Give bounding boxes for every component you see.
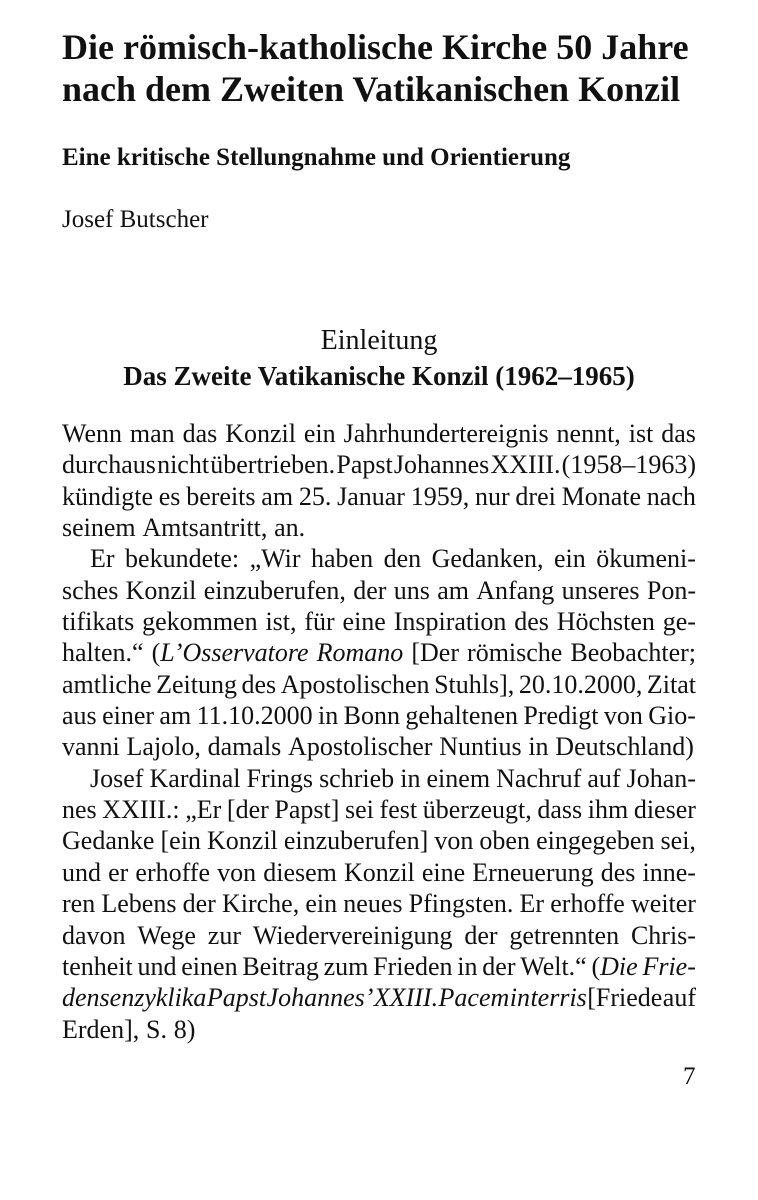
word: S.	[146, 1014, 167, 1044]
word: der	[482, 951, 516, 981]
word: Wege	[137, 920, 196, 950]
word: [ein	[160, 826, 201, 856]
word: ökumeni-	[596, 544, 696, 574]
word: von	[217, 857, 257, 887]
word: Wiedervereinigung	[252, 920, 453, 950]
word: ihm	[587, 795, 629, 825]
text-line	[62, 1014, 696, 1045]
word: das	[182, 419, 218, 448]
word: Gio-	[648, 701, 696, 731]
word: übertrieben.	[210, 450, 336, 480]
word: Beitrag	[242, 951, 319, 981]
word: Kardinal	[149, 763, 241, 793]
text-line	[62, 543, 696, 574]
word: er	[108, 857, 129, 887]
word: „Wir	[249, 544, 301, 574]
word: weiter	[631, 889, 696, 919]
word	[530, 982, 586, 1013]
word: Konzil	[125, 575, 197, 605]
italic-word: in	[509, 983, 530, 1013]
word: zur	[207, 920, 241, 950]
word: auf	[587, 763, 621, 793]
italic-word: Johannes’	[266, 983, 374, 1013]
word: uns	[393, 575, 430, 605]
word: in	[400, 763, 421, 793]
text-line	[62, 481, 696, 512]
word: vanni	[62, 732, 120, 762]
word: Papst	[336, 450, 393, 480]
word: ren	[62, 889, 96, 919]
word: dass	[537, 795, 583, 825]
text-line	[62, 763, 696, 794]
word: Höchsten	[556, 607, 655, 637]
italic-word: Frie-	[642, 951, 696, 981]
word: Zitat	[646, 669, 696, 699]
paren: (	[151, 638, 161, 668]
text-line	[62, 982, 696, 1013]
word: haben	[311, 544, 374, 574]
word: [der	[226, 795, 269, 825]
word: inne-	[642, 857, 696, 887]
word: sei,	[660, 826, 696, 856]
word: Predigt	[523, 701, 599, 731]
word: gehaltenen	[405, 701, 518, 731]
word: zum	[323, 951, 369, 981]
word: amtliche	[62, 669, 152, 699]
italic-word: Romano	[316, 638, 404, 668]
word: ge-	[662, 607, 696, 637]
italic-word: L’Osservatore	[160, 638, 309, 668]
word: getrennten	[509, 920, 620, 950]
word: kündigte	[62, 481, 153, 511]
word: in	[528, 732, 549, 762]
text-line	[62, 794, 696, 825]
word: in	[457, 951, 478, 981]
word: Konzil	[344, 857, 415, 887]
word: Johan-	[626, 763, 696, 793]
text-line	[62, 920, 696, 951]
word: seinem	[62, 513, 136, 543]
word: schrieb	[319, 763, 395, 793]
author-name: Josef Butscher	[62, 206, 209, 233]
italic-word: Pacem	[438, 983, 510, 1013]
word: [Friede	[587, 983, 663, 1013]
word: 20.10.2000,	[518, 669, 643, 699]
italic-word: Papst	[206, 983, 267, 1013]
word: bereits	[186, 481, 256, 511]
text-line	[62, 857, 696, 888]
text-line	[62, 669, 696, 700]
word: der	[182, 889, 216, 919]
word: Anfang	[476, 575, 555, 605]
word: Inspiration	[393, 607, 507, 637]
word: das	[661, 419, 696, 448]
word: Konzil	[225, 419, 296, 448]
word: für	[304, 607, 335, 637]
title-line: nach dem Zweiten Vatikanischen Konzil	[62, 69, 681, 109]
word: römische	[467, 638, 563, 668]
word: oben	[479, 826, 530, 856]
word: nes	[62, 795, 97, 825]
word: Frings	[246, 763, 313, 793]
word	[591, 951, 637, 982]
word: sei	[345, 795, 374, 825]
word: eine	[342, 607, 386, 637]
word: einzuberufen,	[203, 575, 346, 605]
word: Zeitung	[156, 669, 237, 699]
text-line	[62, 606, 696, 637]
word: einen	[181, 951, 238, 981]
word: durchaus	[62, 450, 156, 480]
italic-word: XXIII.	[373, 983, 439, 1013]
word: Er	[519, 889, 545, 919]
italic-word: Die	[600, 951, 638, 981]
word: Josef	[90, 763, 144, 793]
word: tifikats	[62, 607, 135, 637]
body-text	[62, 418, 696, 1045]
word: an.	[274, 513, 306, 543]
word: Deutschland)	[555, 732, 694, 762]
text-line	[62, 449, 696, 480]
word: Gedanke	[62, 826, 155, 856]
word: ist,	[265, 607, 297, 637]
word: aus	[62, 701, 97, 731]
word: Gedanken,	[431, 544, 544, 574]
word: eine	[421, 857, 466, 887]
word: den	[383, 544, 422, 574]
word: der	[464, 920, 498, 950]
word: sches	[62, 575, 119, 605]
word: Monate	[561, 481, 642, 511]
word: Erneuerung	[472, 857, 594, 887]
word: überzeugt,	[422, 795, 532, 825]
word	[152, 637, 309, 668]
word: der	[353, 575, 387, 605]
word: am	[159, 701, 192, 731]
word: und	[137, 951, 177, 981]
word: unseres	[561, 575, 640, 605]
word: Jahrhundertereignis	[343, 419, 549, 448]
word: Wenn	[62, 419, 122, 448]
word	[317, 637, 404, 668]
word: ein	[305, 889, 338, 919]
word: Welt.“	[520, 951, 587, 981]
document-title	[62, 26, 722, 110]
text-line	[62, 888, 696, 919]
word: Nuntius	[439, 732, 522, 762]
text-line	[62, 731, 696, 762]
word	[207, 982, 266, 1013]
word: 8)	[173, 1014, 196, 1044]
word	[642, 951, 695, 982]
word: des	[600, 857, 636, 887]
word: Chris-	[630, 920, 696, 950]
word: Apostolischer	[288, 732, 433, 762]
word: Lajolo,	[126, 732, 201, 762]
word: Beobachter;	[570, 638, 696, 668]
word: am	[437, 575, 469, 605]
text-line	[62, 700, 696, 731]
word: (1958–1963)	[561, 450, 696, 480]
word: „Er	[185, 795, 222, 825]
word: in	[318, 701, 339, 731]
word	[510, 982, 530, 1013]
word: XXIII.:	[102, 795, 180, 825]
text-line	[62, 951, 696, 982]
word: man	[129, 419, 175, 448]
word: des	[514, 607, 549, 637]
word: Stuhls],	[434, 669, 515, 699]
word: Lebens	[101, 889, 177, 919]
word: Erden],	[62, 1014, 140, 1044]
italic-word: terris	[530, 983, 587, 1013]
word: ein	[303, 419, 336, 448]
word: ein	[554, 544, 586, 574]
word: nach	[646, 481, 696, 511]
word: von	[434, 826, 474, 856]
word: nennt,	[556, 419, 621, 448]
word: dieser	[633, 795, 696, 825]
word	[439, 982, 510, 1013]
word	[62, 982, 206, 1013]
section-heading: Das Zweite Vatikanische Konzil (1962–1965)	[123, 361, 635, 391]
word: ist	[628, 419, 654, 448]
word: Frieden	[373, 951, 453, 981]
word: XXIII.	[490, 450, 561, 480]
word: 25.	[298, 481, 332, 511]
word: [Der	[411, 638, 459, 668]
document-subtitle: Eine kritische Stellungnahme und Orientierung	[62, 144, 571, 171]
section-label: Einleitung	[320, 325, 438, 356]
word: bekundete:	[125, 544, 240, 574]
italic-word: densenzyklika	[62, 983, 207, 1013]
word: neues	[343, 889, 403, 919]
paren: (	[591, 951, 601, 981]
word: auf	[662, 983, 696, 1013]
word: Amtsantritt,	[142, 513, 268, 543]
word: damals	[207, 732, 282, 762]
text-line	[62, 418, 696, 449]
word: Januar	[337, 481, 405, 511]
word: Pon-	[646, 575, 696, 605]
word: einer	[102, 701, 155, 731]
word: diesem	[263, 857, 337, 887]
page-number: 7	[683, 1063, 696, 1090]
word: Bonn	[343, 701, 400, 731]
word: 1959,	[410, 481, 470, 511]
word: halten.“	[62, 638, 144, 668]
word: nicht	[157, 450, 210, 480]
word: es	[158, 481, 181, 511]
word: nur	[474, 481, 510, 511]
word: fest	[379, 795, 418, 825]
word: einzuberufen]	[283, 826, 429, 856]
word: eingegeben	[536, 826, 655, 856]
word: am	[261, 481, 294, 511]
word	[267, 982, 374, 1013]
word: von	[603, 701, 643, 731]
word: Konzil	[207, 826, 278, 856]
word: 11.10.2000	[196, 701, 313, 731]
word: Johannes	[393, 450, 490, 480]
word: und	[62, 857, 101, 887]
word: des	[241, 669, 277, 699]
word: erhoffe	[135, 857, 211, 887]
word	[374, 982, 438, 1013]
word: gekommen	[142, 607, 258, 637]
word: Apostolischen	[280, 669, 430, 699]
text-line	[62, 575, 696, 606]
word: erhoffe	[550, 889, 625, 919]
word: tenheit	[62, 951, 133, 981]
text-line	[62, 637, 696, 668]
word: einem	[426, 763, 491, 793]
word: Er	[90, 544, 115, 574]
text-line	[62, 825, 696, 856]
word: Pfingsten.	[408, 889, 514, 919]
word: Kirche,	[221, 889, 300, 919]
word: davon	[62, 920, 126, 950]
word: Papst]	[274, 795, 340, 825]
text-line	[62, 512, 696, 543]
word: Nachruf	[496, 763, 582, 793]
title-line: Die römisch-katholische Kirche 50 Jahre	[62, 27, 689, 67]
word: drei	[515, 481, 556, 511]
